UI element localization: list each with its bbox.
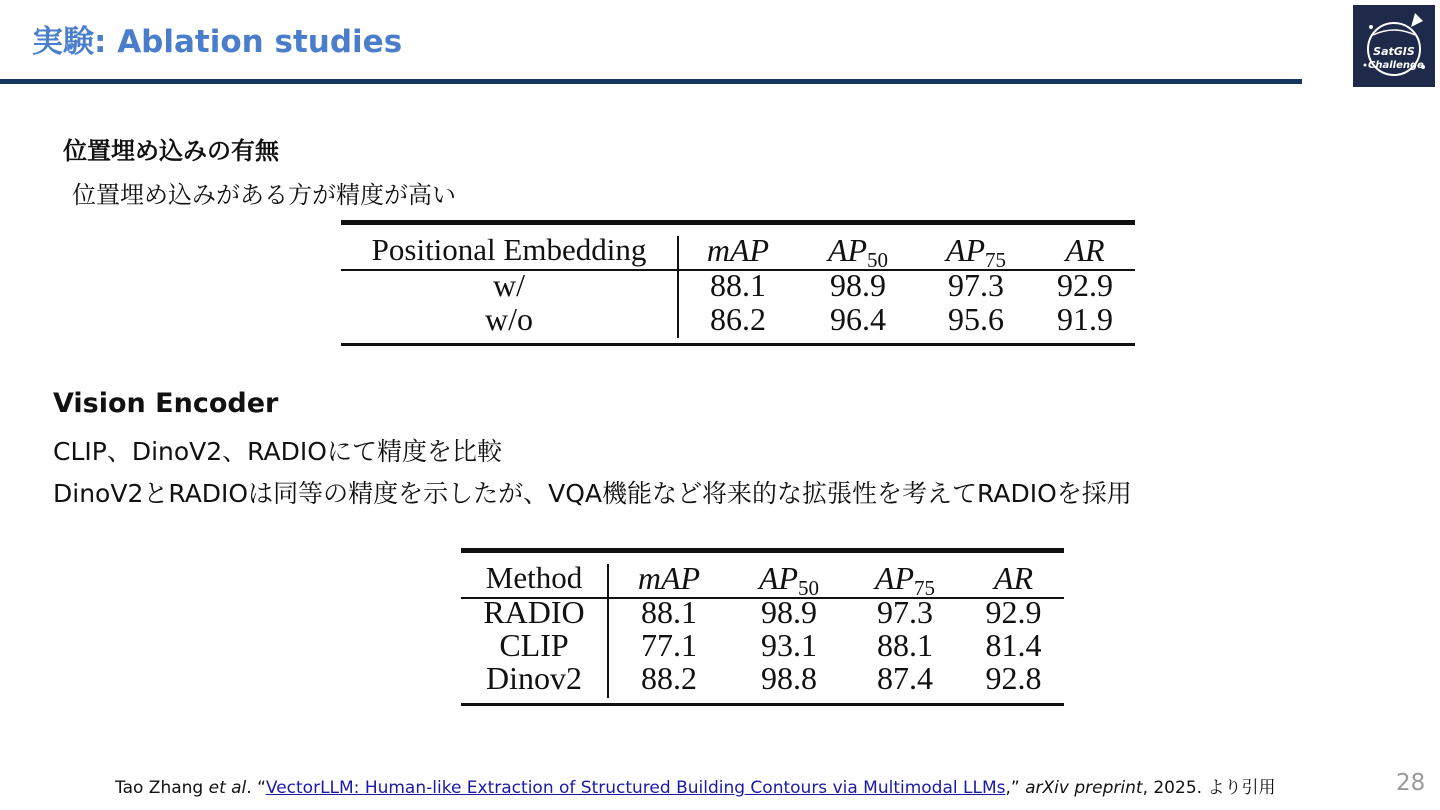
- header-subscript: 50: [798, 576, 820, 600]
- table-cell: CLIP: [499, 627, 569, 663]
- paper-link[interactable]: VectorLLM: Human-like Extraction of Structured Building Contours via Multimodal LLMs: [265, 778, 1006, 798]
- header-text: AR: [1065, 232, 1105, 268]
- citation-separator: ,”: [1005, 778, 1026, 798]
- table-cell: 92.9: [985, 594, 1042, 630]
- header-text: mAP: [706, 232, 770, 268]
- section1-heading: 位置埋め込みの有無: [63, 137, 279, 165]
- header-subscript: 50: [867, 248, 889, 272]
- citation: [115, 773, 1275, 798]
- header-text: AP: [758, 560, 799, 596]
- table-cell: 93.1: [761, 627, 817, 663]
- table-header-cell: [677, 233, 799, 267]
- table-top-rule: [341, 220, 1135, 225]
- table-cell: 95.6: [948, 301, 1004, 337]
- table-cell: 98.8: [761, 660, 817, 696]
- table-header-cell: [963, 561, 1064, 595]
- logo-text-line1: SatGIS: [1373, 45, 1415, 58]
- table-header-cell: [1035, 233, 1135, 267]
- page-number: 28: [1396, 770, 1426, 796]
- table-cell: 88.2: [641, 660, 697, 696]
- table-top-rule: [461, 548, 1064, 553]
- positional-embedding-table: [341, 220, 1135, 348]
- citation-venue: arXiv preprint: [1025, 778, 1143, 798]
- header-text: AR: [993, 560, 1034, 596]
- section2-line1: CLIP、DinoV2、RADIOにて精度を比較: [53, 437, 502, 466]
- table-cell: 86.2: [710, 301, 766, 337]
- table-cell: 92.9: [1057, 267, 1113, 303]
- vision-encoder-table: [461, 548, 1064, 708]
- table-header-cell: Method: [485, 560, 583, 595]
- table-cell: 88.1: [641, 594, 697, 630]
- table-cell: 97.3: [877, 594, 933, 630]
- section2-line2: DinoV2とRADIOは同等の精度を示したが、VQA機能など将来的な拡張性を考えてRADIOを採用: [53, 479, 1132, 508]
- header-text: AP: [874, 560, 915, 596]
- table-cell: 98.9: [830, 267, 886, 303]
- table-cell: 88.1: [710, 267, 766, 303]
- table-cell: w/o: [485, 301, 533, 337]
- table-cell: 96.4: [830, 301, 886, 337]
- section2-heading: Vision Encoder: [53, 388, 279, 419]
- section1-text: 位置埋め込みがある方が精度が高い: [72, 181, 456, 209]
- table-cell: Dinov2: [486, 660, 582, 696]
- table-cell: 87.4: [877, 660, 933, 696]
- title-underline: [0, 79, 1302, 84]
- header-subscript: 75: [985, 248, 1007, 272]
- table-cell: 92.8: [985, 660, 1042, 696]
- table-cell: 98.9: [761, 594, 817, 630]
- table-cell: w/: [493, 267, 525, 303]
- table-bottom-rule: [341, 343, 1135, 346]
- challenge-logo: [1353, 5, 1435, 87]
- table-cell: 77.1: [641, 627, 697, 663]
- citation-tail: , 2025. より引用: [1142, 778, 1276, 798]
- table-header-cell: [607, 561, 731, 595]
- header-text: AP: [827, 232, 868, 268]
- citation-authors: Tao Zhang: [115, 778, 209, 798]
- table-cell: 88.1: [877, 627, 933, 663]
- table-header-cell: Positional Embedding: [371, 232, 647, 267]
- logo-text-line2: Challenge: [1368, 60, 1424, 71]
- table-bottom-rule: [461, 703, 1064, 706]
- table-cell: 81.4: [985, 627, 1042, 663]
- table-cell: RADIO: [483, 594, 585, 630]
- table-cell: 91.9: [1057, 301, 1113, 337]
- citation-separator: . “: [246, 778, 266, 798]
- header-subscript: 75: [914, 576, 936, 600]
- table-cell: 97.3: [948, 267, 1004, 303]
- header-text: AP: [945, 232, 986, 268]
- citation-etal: et al: [208, 778, 247, 798]
- header-text: mAP: [637, 560, 701, 596]
- slide-title: 実験: Ablation studies: [32, 24, 403, 60]
